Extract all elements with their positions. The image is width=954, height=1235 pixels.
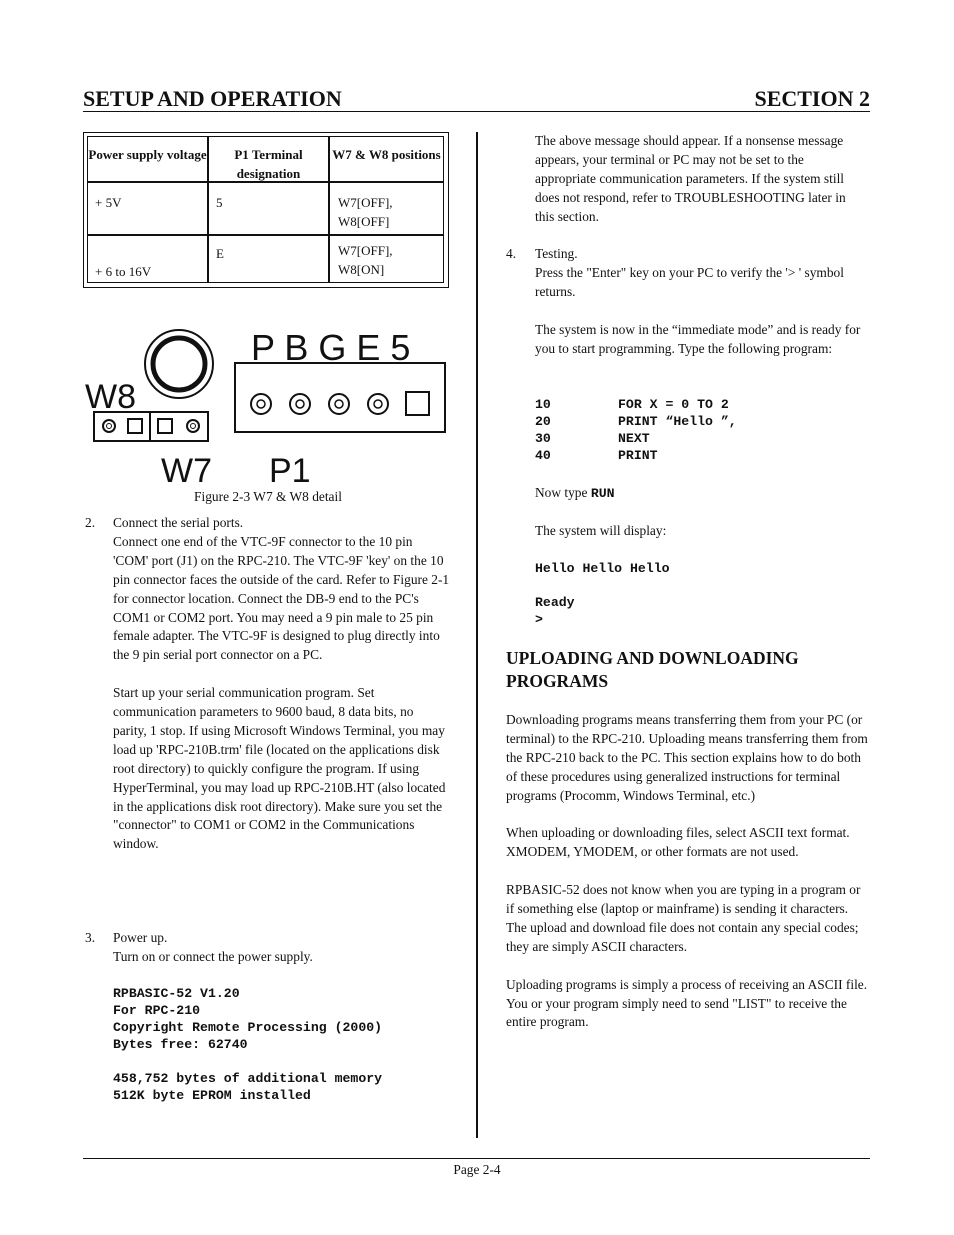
position-w8: W8[OFF] <box>338 213 390 229</box>
jumper-pin-icon <box>128 419 142 433</box>
line-number: 40 <box>535 448 551 463</box>
line-code: NEXT <box>618 431 650 446</box>
power-supply-table <box>83 132 449 288</box>
line-code: PRINT “Hello ”, <box>618 414 737 429</box>
banner-line: Bytes free: 62740 <box>113 1037 248 1052</box>
banner-line: 512K byte EPROM installed <box>113 1088 311 1103</box>
program-line <box>535 396 865 413</box>
line-number: 10 <box>535 397 551 412</box>
step-body: Connect one end of the VTC-9F connector to the 10 pin 'COM' port (J1) on the RPC-210. The VTC-9F 'key' on the 10 pin connector faces the outside of the card. Refer to Figure 2-1 for connector location. Connect the DB-9 end to the PC's COM1 or COM2 port. You may need a 9 pin male to 25 pin female adapter. The VTC-9F is designed to plug directly into the 9 pin serial port connector on a PC. <box>113 533 450 663</box>
startup-banner <box>113 985 382 1104</box>
section-number: SECTION 2 <box>754 86 870 111</box>
position-w8: W8[ON] <box>338 261 385 277</box>
table-cell-voltage: + 5V <box>87 182 208 235</box>
section-heading: SETUP AND OPERATION <box>83 86 342 111</box>
jumper-pin-icon <box>158 419 172 433</box>
output-text: Hello Hello Hello <box>535 561 670 576</box>
line-code: FOR X = 0 TO 2 <box>618 397 729 412</box>
terminal-screw-icon <box>368 394 388 414</box>
table-header-terminal: P1 Terminal designation <box>208 136 329 182</box>
position-w7: W7[OFF], <box>338 243 393 258</box>
table-cell-terminal: E <box>208 235 329 283</box>
display-text: The system will display: <box>535 523 667 538</box>
page-number: Page 2-4 <box>453 1162 501 1177</box>
step-title: Power up. <box>113 930 168 945</box>
terminal-square-pad-icon <box>406 392 429 415</box>
step-title: Connect the serial ports. <box>113 515 244 530</box>
run-text: Now type <box>535 485 588 500</box>
program-line <box>535 447 865 464</box>
label-p1: P1 <box>269 452 311 488</box>
ready-text: Ready <box>535 595 575 610</box>
banner-line: RPBASIC-52 V1.20 <box>113 986 240 1001</box>
line-number: 20 <box>535 414 551 429</box>
program-line <box>535 413 865 430</box>
step-body: Press the "Enter" key on your PC to verify the '> ' symbol returns. <box>535 264 844 299</box>
table-header-voltage: Power supply voltage <box>87 136 208 182</box>
paragraph: Uploading programs is simply a process of receiving an ASCII file. You or your program simply need to send "LIST" to receive the entire program. <box>506 976 868 1030</box>
table-header-positions: W7 & W8 positions <box>329 136 444 182</box>
table-cell-positions <box>329 182 444 235</box>
step-2-block <box>113 514 450 854</box>
program-line <box>535 430 865 447</box>
intro-paragraph: The above message should appear. If a nonsense message appears, your terminal or PC may not be set to the appropriate communication parameters. If the system still does not respond, refer to TROUBLESHOOTING later in this section. <box>535 133 846 224</box>
jumper-diagram <box>83 326 453 488</box>
column-divider <box>476 132 478 1138</box>
terminal-screw-icon <box>290 394 310 414</box>
subsection-heading: UPLOADING AND DOWNLOADING PROGRAMS <box>506 648 799 691</box>
line-number: 30 <box>535 431 551 446</box>
terminal-screw-icon <box>329 394 349 414</box>
jumper-pin-icon <box>103 420 115 432</box>
terminal-block <box>235 363 445 432</box>
banner-line: Copyright Remote Processing (2000) <box>113 1020 383 1035</box>
header-rule <box>83 111 870 112</box>
position-w7: W7[OFF], <box>338 195 393 210</box>
paragraph: Downloading programs means transferring them from your PC (or terminal) to the RPC-210. Uploading means transferring them from the RPC-210 back to the PC. This section explains how to do both of these procedures using generalized instructions for terminal programs (Procomm, Windows Terminal, etc.) <box>506 712 868 803</box>
table-cell-positions <box>329 235 444 283</box>
jumper-pin-icon <box>187 420 199 432</box>
footer-rule <box>83 1158 870 1159</box>
banner-line: 458,752 bytes of additional memory <box>113 1071 383 1086</box>
label-w7: W7 <box>161 452 212 488</box>
banner-line: For RPC-210 <box>113 1003 201 1018</box>
step-4-block <box>535 245 867 358</box>
step-number: 4. <box>506 246 517 261</box>
paragraph: RPBASIC-52 does not know when you are typing in a program or if something else (laptop or mainframe) is sending it characters. The upload and download file does not contain any special codes; they are simply ASCII characters. <box>506 882 861 954</box>
label-w8: W8 <box>85 378 136 416</box>
capacitor-inner <box>153 338 205 390</box>
step-body: Turn on or connect the power supply. <box>113 948 313 964</box>
step-3-block <box>113 929 450 967</box>
step-body: The system is now in the “immediate mode” and is ready for you to start programming. Type the following program: <box>535 321 861 356</box>
upload-section-body <box>506 711 868 1032</box>
terminal-screw-icon <box>251 394 271 414</box>
line-code: PRINT <box>618 448 658 463</box>
step-title: Testing. <box>535 246 578 261</box>
prompt-text: > <box>535 612 543 627</box>
run-command: RUN <box>590 486 615 501</box>
step-number: 2. <box>85 515 96 530</box>
step-number: 3. <box>85 930 96 945</box>
table-cell-voltage: + 6 to 16V <box>87 235 208 283</box>
program-listing <box>535 396 865 464</box>
step-body: Start up your serial communication program. Set communication parameters to 9600 baud, 8 data bits, no parity, 1 stop. If using Microsoft Windows Terminal, you may load up 'RPC-210B.trm' file (located on the applications disk root directory) to quickly configure the program. If using HyperTerminal, you may load up RPC-210B.HT (also located in the applications disk root directory). Make sure you set the "connector" to COM1 or COM2 in the Communications window. <box>113 685 446 852</box>
figure-caption: Figure 2-3 W7 & W8 detail <box>194 489 342 504</box>
terminal-pin-labels: P B G E 5 <box>251 327 411 368</box>
run-instruction <box>535 484 615 503</box>
jumper-figure <box>83 326 453 488</box>
table-cell-terminal: 5 <box>208 182 329 235</box>
paragraph: When uploading or downloading files, select ASCII text format. XMODEM, YMODEM, or other formats are not used. <box>506 825 850 860</box>
